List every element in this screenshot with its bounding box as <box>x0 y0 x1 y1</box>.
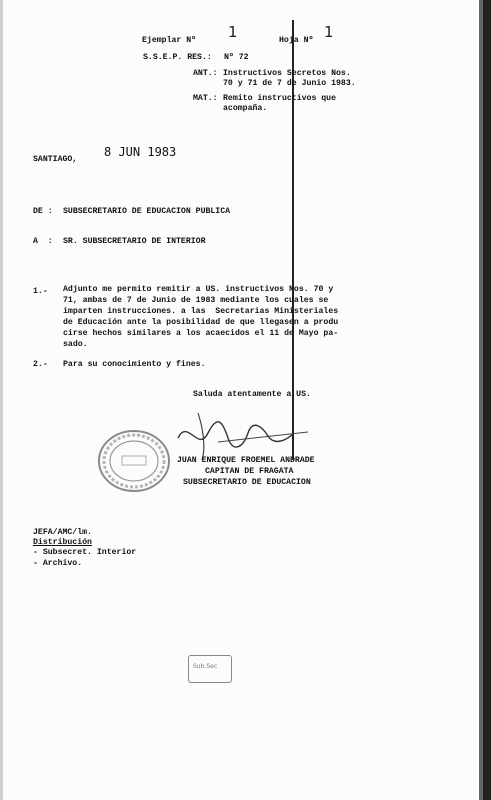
mat-line-1: Remito instructivos que <box>223 94 337 103</box>
date-stamp: 8 JUN 1983 <box>104 145 177 159</box>
faint-stamp-box: Sub.Sec <box>188 655 232 683</box>
to-label: A : <box>33 237 53 246</box>
signatory-title: SUBSECRETARIO DE EDUCACION <box>183 478 311 487</box>
ejemplar-label: Ejemplar Nº <box>142 36 197 45</box>
hoja-value: 1 <box>324 23 334 41</box>
distribution-item: - Subsecret. Interior <box>33 548 137 557</box>
hoja-label: Hoja Nº <box>279 36 314 45</box>
ssep-label: S.S.E.P. RES.: <box>143 53 212 62</box>
from-label: DE : <box>33 207 53 216</box>
page-left-edge <box>0 0 3 800</box>
distribution-label: Distribución <box>33 538 92 547</box>
initials: JEFA/AMC/lm. <box>33 528 92 537</box>
item-1-line: de Educación ante la posibilidad de que llegasen a produ <box>63 318 339 327</box>
item-2-number: 2.- <box>33 360 48 369</box>
official-seal <box>96 428 172 494</box>
page-right-edge <box>483 0 491 800</box>
item-1-line: sado. <box>63 340 88 349</box>
to-value: SR. SUBSECRETARIO DE INTERIOR <box>63 237 206 246</box>
mat-label: MAT.: <box>193 94 218 103</box>
ssep-value: Nº 72 <box>224 53 249 62</box>
mat-line-2: acompaña. <box>223 104 268 113</box>
signatory-name: JUAN ENRIQUE FROEMEL ANDRADE <box>177 456 315 465</box>
item-1-line: cirse hechos similares a los acaecidos el 11 de Mayo pa- <box>63 329 339 338</box>
from-value: SUBSECRETARIO DE EDUCACION PUBLICA <box>63 207 231 216</box>
signatory-rank: CAPITAN DE FRAGATA <box>205 467 294 476</box>
item-1-line: imparten instrucciones. a las Secretarias Ministeriales <box>63 307 339 316</box>
distribution-item: - Archivo. <box>33 559 83 568</box>
ant-line-2: 70 y 71 de 7 de Junio 1983. <box>223 79 356 88</box>
item-1-number: 1.- <box>33 287 48 296</box>
salutation: Saluda atentamente a US. <box>193 390 311 399</box>
place: SANTIAGO, <box>33 155 78 164</box>
ant-line-1: Instructivos Secretos Nos. <box>223 69 351 78</box>
item-1-line: 71, ambas de 7 de Junio de 1983 mediante los cuales se <box>63 296 329 305</box>
item-1-line: Adjunto me permito remitir a US. instructivos Nos. 70 y <box>63 285 334 294</box>
ant-label: ANT.: <box>193 69 218 78</box>
ejemplar-value: 1 <box>228 23 238 41</box>
item-2-text: Para su conocimiento y fines. <box>63 360 206 369</box>
